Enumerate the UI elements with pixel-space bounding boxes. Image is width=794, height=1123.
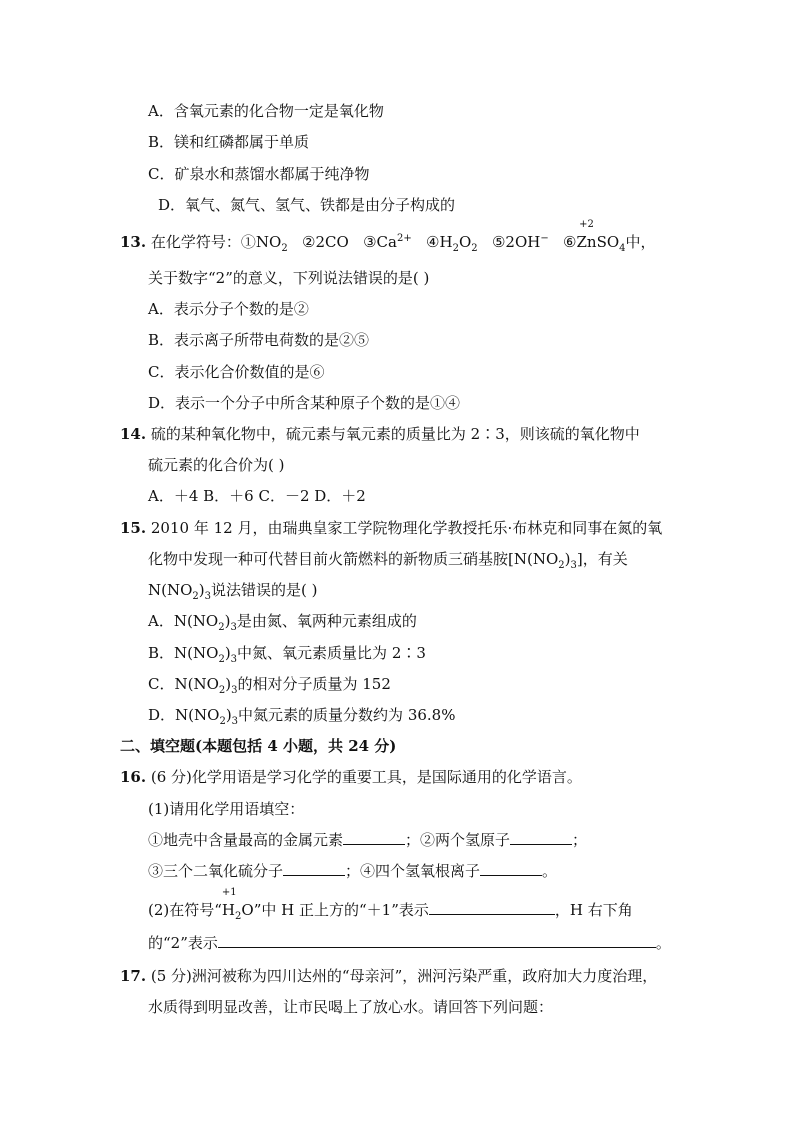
punct: 。 [542,862,558,880]
paren: ) [224,612,231,630]
stem-tail: 中， [625,233,656,251]
symbol-4-o: O [458,233,472,251]
prompt-text: ①地壳中含量最高的金属元素 [148,831,344,849]
symbol-5: ⑤2OH [491,233,541,251]
subscript: 2 [235,911,242,922]
formula: A．N(NO [148,612,219,630]
formula: C．N(NO [148,675,219,693]
formula: N(NO [148,581,193,599]
subscript: 4 [619,243,626,254]
question-16-row1 [148,830,587,850]
question-number: 15. [120,519,147,537]
subscript: 2 [281,243,288,254]
stem-tail: 说法错误的是( ) [211,581,318,599]
prompt-text: ；②两个氢原子 [405,831,511,849]
stem-text: (6 分)化学用语是学习化学的重要工具，是国际通用的化学语言。 [150,768,582,786]
subscript: 2 [218,622,225,633]
subscript: 2 [558,560,565,571]
symbol-2: ②2CO [302,233,349,251]
question-16-part1: (1)请用化学用语填空： [148,800,305,818]
section-heading: 二、填空题(本题包括 4 小题，共 24 分) [120,737,397,755]
subscript: 2 [452,243,459,254]
zn-symbol: Zn [576,233,597,251]
option-b: B．镁和红磷都属于单质 [148,133,310,151]
question-number: 16. [120,768,147,786]
stem-text: 化物中发现一种可代替目前火箭燃料的新物质三硝基胺[N(NO [148,550,559,568]
punct: 。 [655,934,671,952]
superscript: − [540,233,549,244]
answer-blank[interactable] [218,933,656,948]
subscript: 3 [204,591,212,602]
symbol-4: ④H [426,233,453,251]
option-text: 中氮元素的质量分数约为 36.8% [238,706,456,724]
subscript: 3 [570,560,577,571]
valence-h [221,887,237,920]
option-b [148,643,426,663]
question-number: 13. [120,233,147,251]
question-number: 17. [120,967,147,985]
prompt-text: ，H 右下角 [554,901,633,919]
symbol-1: ①NO [240,233,282,251]
option-c: C．表示化合价数值的是⑥ [148,363,325,381]
subscript: 3 [230,654,238,665]
subscript: 3 [231,685,238,696]
subscript: 3 [230,622,237,633]
question-13-stem [120,219,656,254]
option-text: 的相对分子质量为 152 [237,675,391,693]
prompt-text: 的“2”表示 [148,934,218,952]
option-a [148,611,417,631]
question-15-line2 [148,549,628,569]
stem-text: 2010 年 12 月，由瑞典皇家工学院物理化学教授托乐·布林克和同事在氮的氧 [150,519,663,537]
symbol-3: ③Ca [363,233,397,251]
subscript: 3 [231,716,239,727]
subscript: 2 [192,591,199,602]
question-17-stem [120,966,657,986]
subscript: 2 [219,716,226,727]
option-d [148,705,455,725]
symbol-6: ⑥ [563,233,577,251]
stem-text: 硫的某种氧化物中，硫元素与氧元素的质量比为 2∶3，则该硫的氧化物中 [150,425,640,443]
question-14-line2: 硫元素的化合价为( ) [148,456,285,474]
question-13-line2: 关于数字“2”的意义，下列说法错误的是( ) [148,269,430,287]
paren: ) [225,675,232,693]
prompt-text: (2)在符号“ [148,901,222,919]
question-14-options: A．＋4 B．＋6 C．－2 D．＋2 [148,487,366,505]
valence-label: +2 [579,219,594,230]
paren: ) [198,581,205,599]
h-symbol: H [221,901,236,919]
option-a: A．含氧元素的化合物一定是氧化物 [148,102,384,120]
prompt-text: ”中 H 正上方的“＋1”表示 [253,901,429,919]
question-16-stem [120,767,582,787]
answer-blank[interactable] [343,830,405,845]
option-d: D．氧气、氮气、氢气、铁都是由分子构成的 [158,196,456,214]
stem-text: 在化学符号： [150,233,241,251]
paren: ) [564,550,571,568]
answer-blank[interactable] [510,830,572,845]
paren: ) [225,706,232,724]
option-c: C．矿泉水和蒸馏水都属于纯净物 [148,165,370,183]
prompt-text: ；④四个氢氧根离子 [345,862,481,880]
answer-blank[interactable] [429,900,555,915]
option-b: B．表示离子所带电荷数的是②⑤ [148,331,370,349]
question-15-line3 [148,580,318,600]
o-symbol: O [241,901,254,919]
subscript: 2 [218,685,226,696]
superscript: 2+ [396,233,412,244]
option-text: 是由氮、氧两种元素组成的 [236,612,417,630]
option-a: A．表示分子个数的是② [148,300,309,318]
valence-zn [576,219,597,252]
question-16-part2-line2 [148,933,671,953]
option-d: D．表示一个分子中所含某种原子个数的是①④ [148,394,461,412]
option-c [148,674,391,694]
paren: ) [224,644,231,662]
answer-blank[interactable] [480,861,542,876]
so-symbol: SO [596,233,620,251]
subscript: 2 [471,243,478,254]
option-text: 中氮、氧元素质量比为 2∶3 [237,644,426,662]
subscript: 2 [218,654,225,665]
stem-text: (5 分)洲河被称为四川达州的“母亲河”，洲河污染严重，政府加大力度治理， [150,967,658,985]
answer-blank[interactable] [283,861,345,876]
question-number: 14. [120,425,147,443]
punct: ； [572,831,588,849]
stem-tail: ]，有关 [576,550,628,568]
formula: B．N(NO [148,644,219,662]
valence-label: +1 [221,887,237,898]
formula: D．N(NO [148,706,220,724]
question-16-part2 [148,887,633,922]
question-17-line2: 水质得到明显改善，让市民喝上了放心水。请回答下列问题： [148,998,554,1016]
question-14-stem [120,424,640,444]
prompt-text: ③三个二氧化硫分子 [148,862,284,880]
question-15-stem [120,518,662,538]
question-16-row2 [148,861,557,881]
